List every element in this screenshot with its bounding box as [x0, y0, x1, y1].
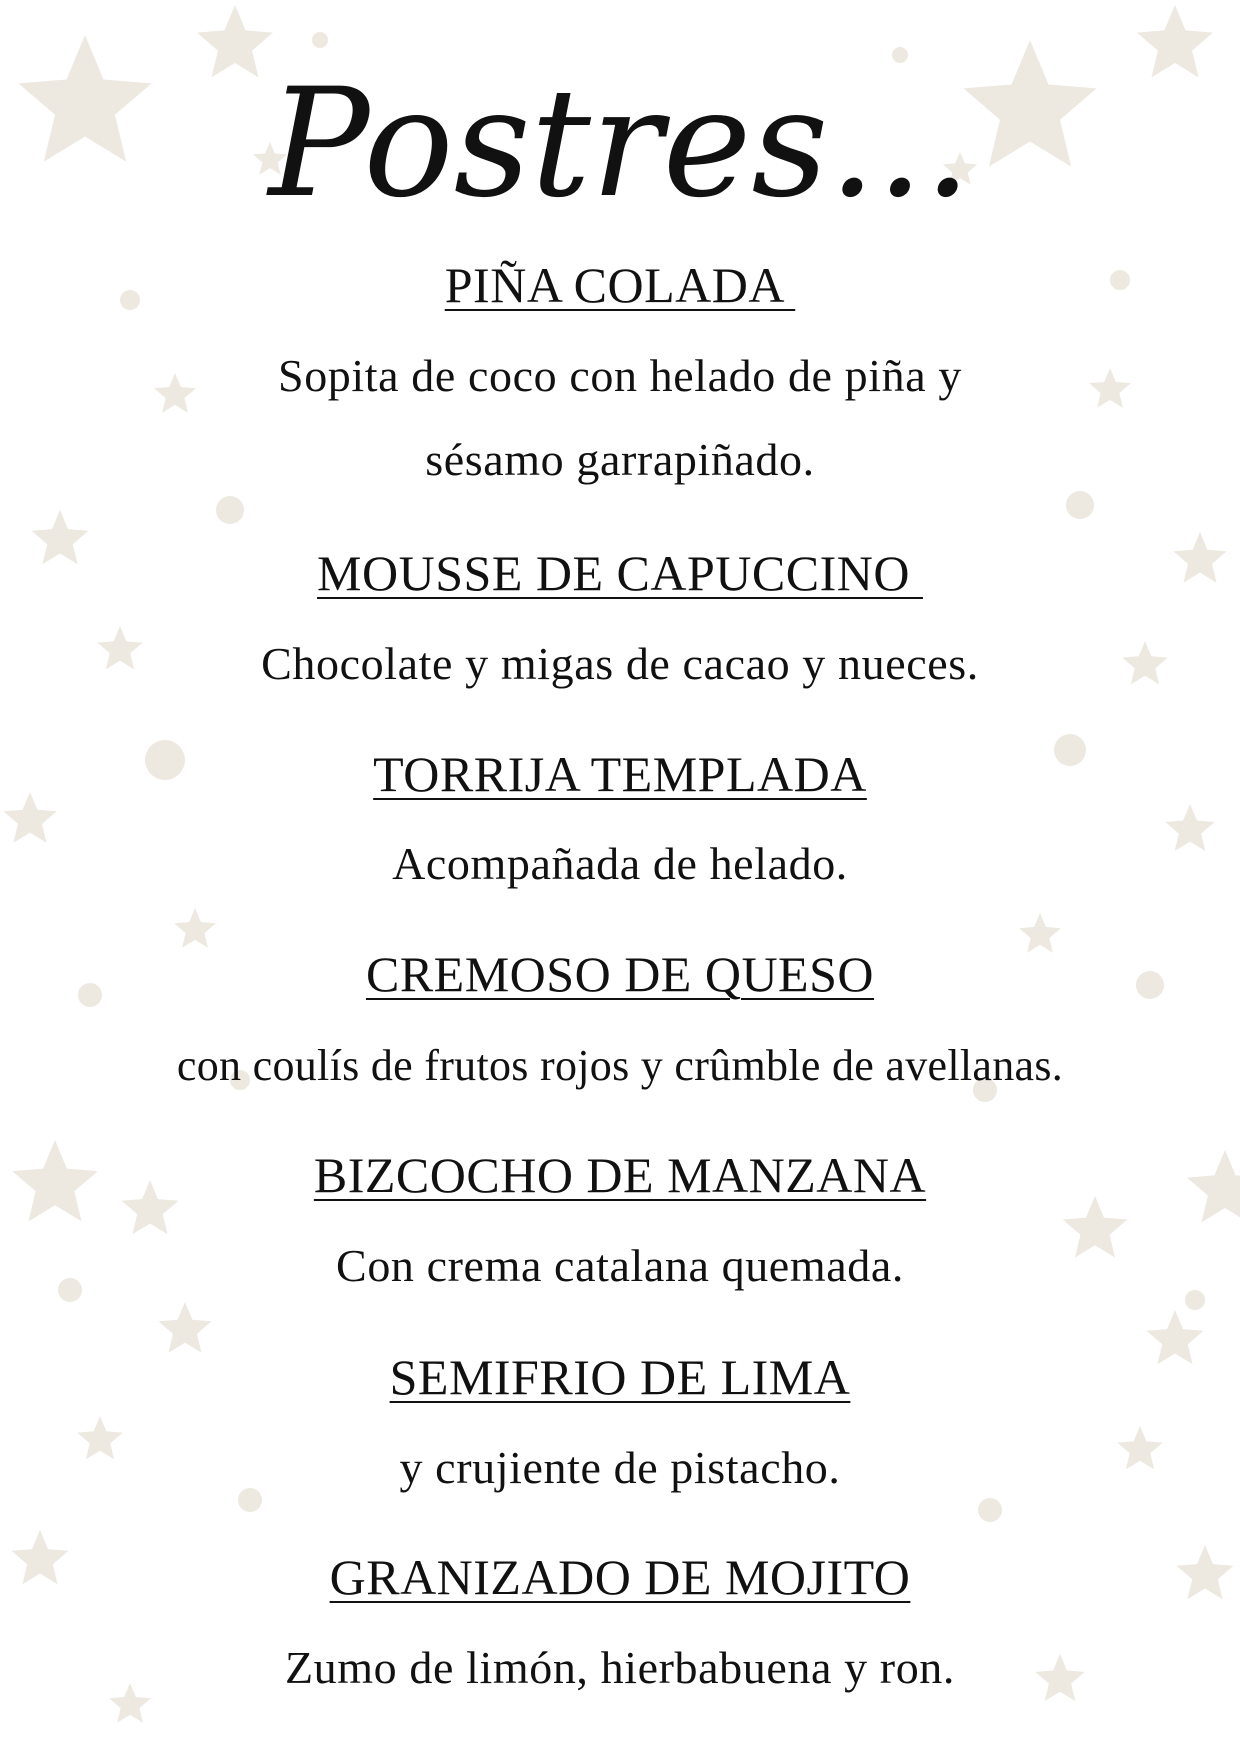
item-description-torrija-templada: Acompañada de helado. — [392, 838, 848, 889]
item-description-mousse-capuccino: Chocolate y migas de cacao y nueces. — [261, 638, 979, 689]
menu-title — [0, 0, 1240, 260]
menu-title-text: Postres... — [268, 57, 972, 231]
item-name-granizado-mojito: GRANIZADO DE MOJITO — [329, 1549, 911, 1605]
item-description-granizado-mojito: Zumo de limón, hierbabuena y ron. — [284, 1642, 956, 1693]
item-description-bizcocho-manzana: Con crema catalana quemada. — [336, 1240, 904, 1291]
item-name-cremoso-queso: CREMOSO DE QUESO — [365, 946, 875, 1002]
item-name-bizcocho-manzana: BIZCOCHO DE MANZANA — [313, 1147, 927, 1203]
item-name-mousse-capuccino: MOUSSE DE CAPUCCINO — [317, 545, 923, 601]
item-description-pina-colada-line-1: Sopita de coco con helado de piña y — [278, 350, 962, 401]
item-name-pina-colada: PIÑA COLADA — [444, 257, 796, 313]
item-name-torrija-templada: TORRIJA TEMPLADA — [373, 746, 867, 802]
item-description-cremoso-queso: con coulís de frutos rojos y crûmble de avellanas. — [176, 1041, 1064, 1090]
item-description-semifrio-lima: y crujiente de pistacho. — [399, 1442, 841, 1493]
item-description-pina-colada-line-2: sésamo garrapiñado. — [425, 434, 815, 485]
item-name-semifrio-lima: SEMIFRIO DE LIMA — [389, 1349, 851, 1405]
